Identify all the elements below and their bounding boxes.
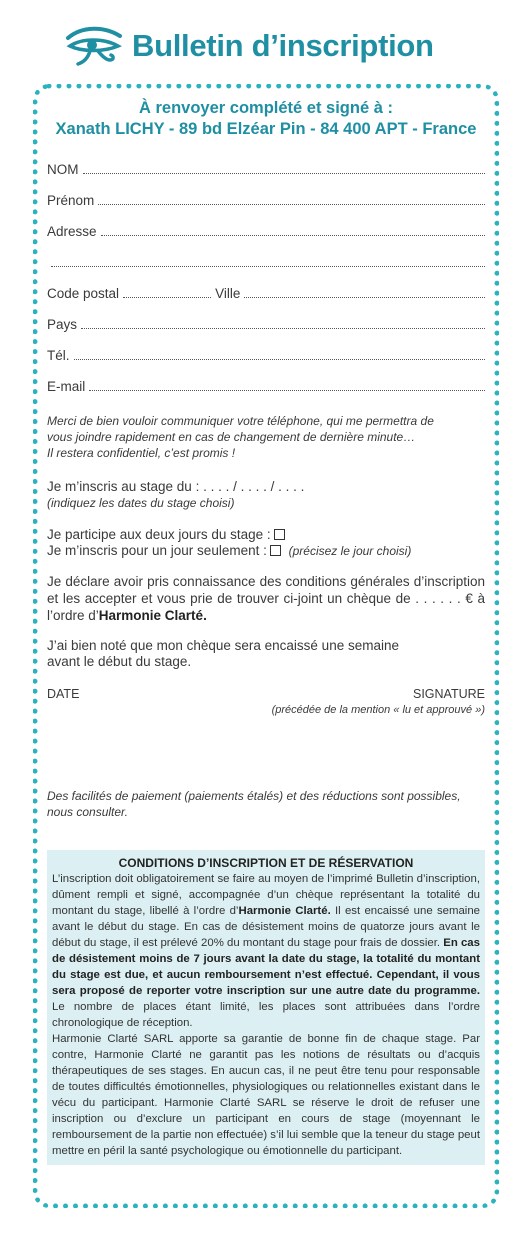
field-prenom-line[interactable] xyxy=(98,204,485,205)
field-prenom[interactable] xyxy=(47,178,485,209)
field-adresse[interactable] xyxy=(47,209,485,240)
address-line-2: Xanath LICHY - 89 bd Elzéar Pin - 84 400 APT - France xyxy=(55,120,477,138)
field-pays-line[interactable] xyxy=(81,328,485,329)
phone-note-line-1: Merci de bien vouloir communiquer votre téléphone, qui me permettra de xyxy=(47,414,434,428)
field-adresse-line-2[interactable] xyxy=(51,266,485,267)
field-code-postal-ville[interactable] xyxy=(47,271,485,302)
conditions-p1-c: Il est encaissé une semaine avant le début du stage. En cas de désistement moins de quatorze jours avant le début du stage, il est prélevé 20% du montant du stage pour frais de dossier. xyxy=(52,905,480,949)
conditions-p1-b: Harmonie Clarté. xyxy=(238,905,331,917)
field-adresse-label: Adresse xyxy=(47,224,97,239)
one-day-hint: (précisez le jour choisi) xyxy=(288,544,412,558)
conditions-title: CONDITIONS D’INSCRIPTION ET DE RÉSERVATION xyxy=(118,856,414,870)
field-email[interactable] xyxy=(47,364,485,395)
cheque-note-line-2: avant le début du stage. xyxy=(47,654,192,669)
cheque-note xyxy=(47,638,485,670)
one-day-label: Je m’inscris pour un jour seulement : xyxy=(47,543,267,558)
phone-note-line-2: vous joindre rapidement en cas de changement de dernière minute… xyxy=(47,430,416,444)
conditions-box xyxy=(47,850,485,1165)
declaration-bold: Harmonie Clarté. xyxy=(98,608,207,623)
field-email-label: E-mail xyxy=(47,379,86,394)
conditions-paragraph-1 xyxy=(52,871,480,1031)
eye-of-horus-icon xyxy=(64,24,124,68)
field-pays-label: Pays xyxy=(47,317,78,332)
address-block xyxy=(47,98,485,140)
field-prenom-label: Prénom xyxy=(47,193,95,208)
field-tel-line[interactable] xyxy=(74,359,485,360)
field-code-postal-label: Code postal xyxy=(47,286,120,301)
declaration xyxy=(47,573,485,624)
field-adresse-2[interactable] xyxy=(47,240,485,271)
conditions-p1-d: En cas de désistement moins de 7 jours avant la date du stage, la totalité du montant du stage est due, et aucun remboursement n’est effectué. Cependant, il vous sera proposé de reporter votre inscription sur une autre date du programme. xyxy=(52,937,480,997)
payment-note-line-2: nous consulter. xyxy=(47,805,128,819)
two-days-checkbox[interactable] xyxy=(274,529,285,540)
conditions-p1-a: L’inscription doit obligatoirement se faire au moyen de l’imprimé Bulletin d’inscription, dûment rempli et signé, accompagnée d’un chèque représentant la totalité du montant du stage, libellé à l’ordre d’ xyxy=(52,873,480,917)
date-signature-row xyxy=(47,686,485,702)
conditions-paragraph-2: Harmonie Clarté SARL apporte sa garantie de bonne fin de chaque stage. Par contre, Harmonie Clarté ne garantit pas les notions de résultats ou d’acquis thérapeutiques de ses stages. En aucun cas, il ne peut être tenu pour responsable de toutes difficultés émotionnelles, physiologiques ou relationnelles existant dans le vécu du participant. Harmonie Clarté SARL se réserve le droit de refuser une inscription ou d’exclure un participant en cours de stage (moyennant le remboursement de la partie non effectuée) s’il lui semble que la teneur du stage peut mettre en péril la santé psychologique ou émotionnelle du participant. xyxy=(52,1033,480,1157)
one-day-row xyxy=(47,543,485,559)
conditions-p1-e: Le nombre de places étant limité, les places sont attribuées dans l’ordre chronologique de réception. xyxy=(52,1001,480,1029)
one-day-checkbox[interactable] xyxy=(270,545,281,556)
header xyxy=(64,20,484,72)
field-email-line[interactable] xyxy=(89,390,485,391)
signature-hint: (précédée de la mention « lu et approuvé ») xyxy=(271,704,485,716)
two-days-label: Je participe aux deux jours du stage : xyxy=(47,527,271,542)
field-pays[interactable] xyxy=(47,302,485,333)
field-nom-label: NOM xyxy=(47,162,79,177)
inscription-date-line[interactable]: Je m’inscris au stage du : . . . . / . . . . / . . . . xyxy=(47,479,305,494)
payment-note-line-1: Des facilités de paiement (paiements étalés) et des réductions sont possibles, xyxy=(47,789,461,803)
phone-note-line-3: Il restera confidentiel, c’est promis ! xyxy=(47,446,236,460)
address-line-1: À renvoyer complété et signé à : xyxy=(138,99,393,117)
payment-note xyxy=(47,788,485,820)
field-tel-label: Tél. xyxy=(47,348,70,363)
inscription-date-hint: (indiquez les dates du stage choisi) xyxy=(47,496,235,510)
field-ville-line[interactable] xyxy=(244,297,485,298)
signature-label: SIGNATURE xyxy=(413,687,485,701)
field-nom-line[interactable] xyxy=(83,173,486,174)
field-tel[interactable] xyxy=(47,333,485,364)
date-label: DATE xyxy=(47,687,80,701)
two-days-row xyxy=(47,527,485,543)
form-content xyxy=(47,98,485,820)
declaration-text: Je déclare avoir pris connaissance des conditions générales d’inscription et les accepter et vous prie de trouver ci-joint un chèque de . . . . . . € à l’ordre d’ xyxy=(47,574,485,623)
field-code-postal-line[interactable] xyxy=(123,297,211,298)
field-ville-label: Ville xyxy=(215,286,241,301)
cheque-note-line-1: J’ai bien noté que mon chèque sera encaissé une semaine xyxy=(47,638,399,653)
field-nom[interactable] xyxy=(47,151,485,178)
page-title: Bulletin d’inscription xyxy=(132,28,434,63)
phone-note xyxy=(47,413,485,461)
field-adresse-line[interactable] xyxy=(101,235,485,236)
